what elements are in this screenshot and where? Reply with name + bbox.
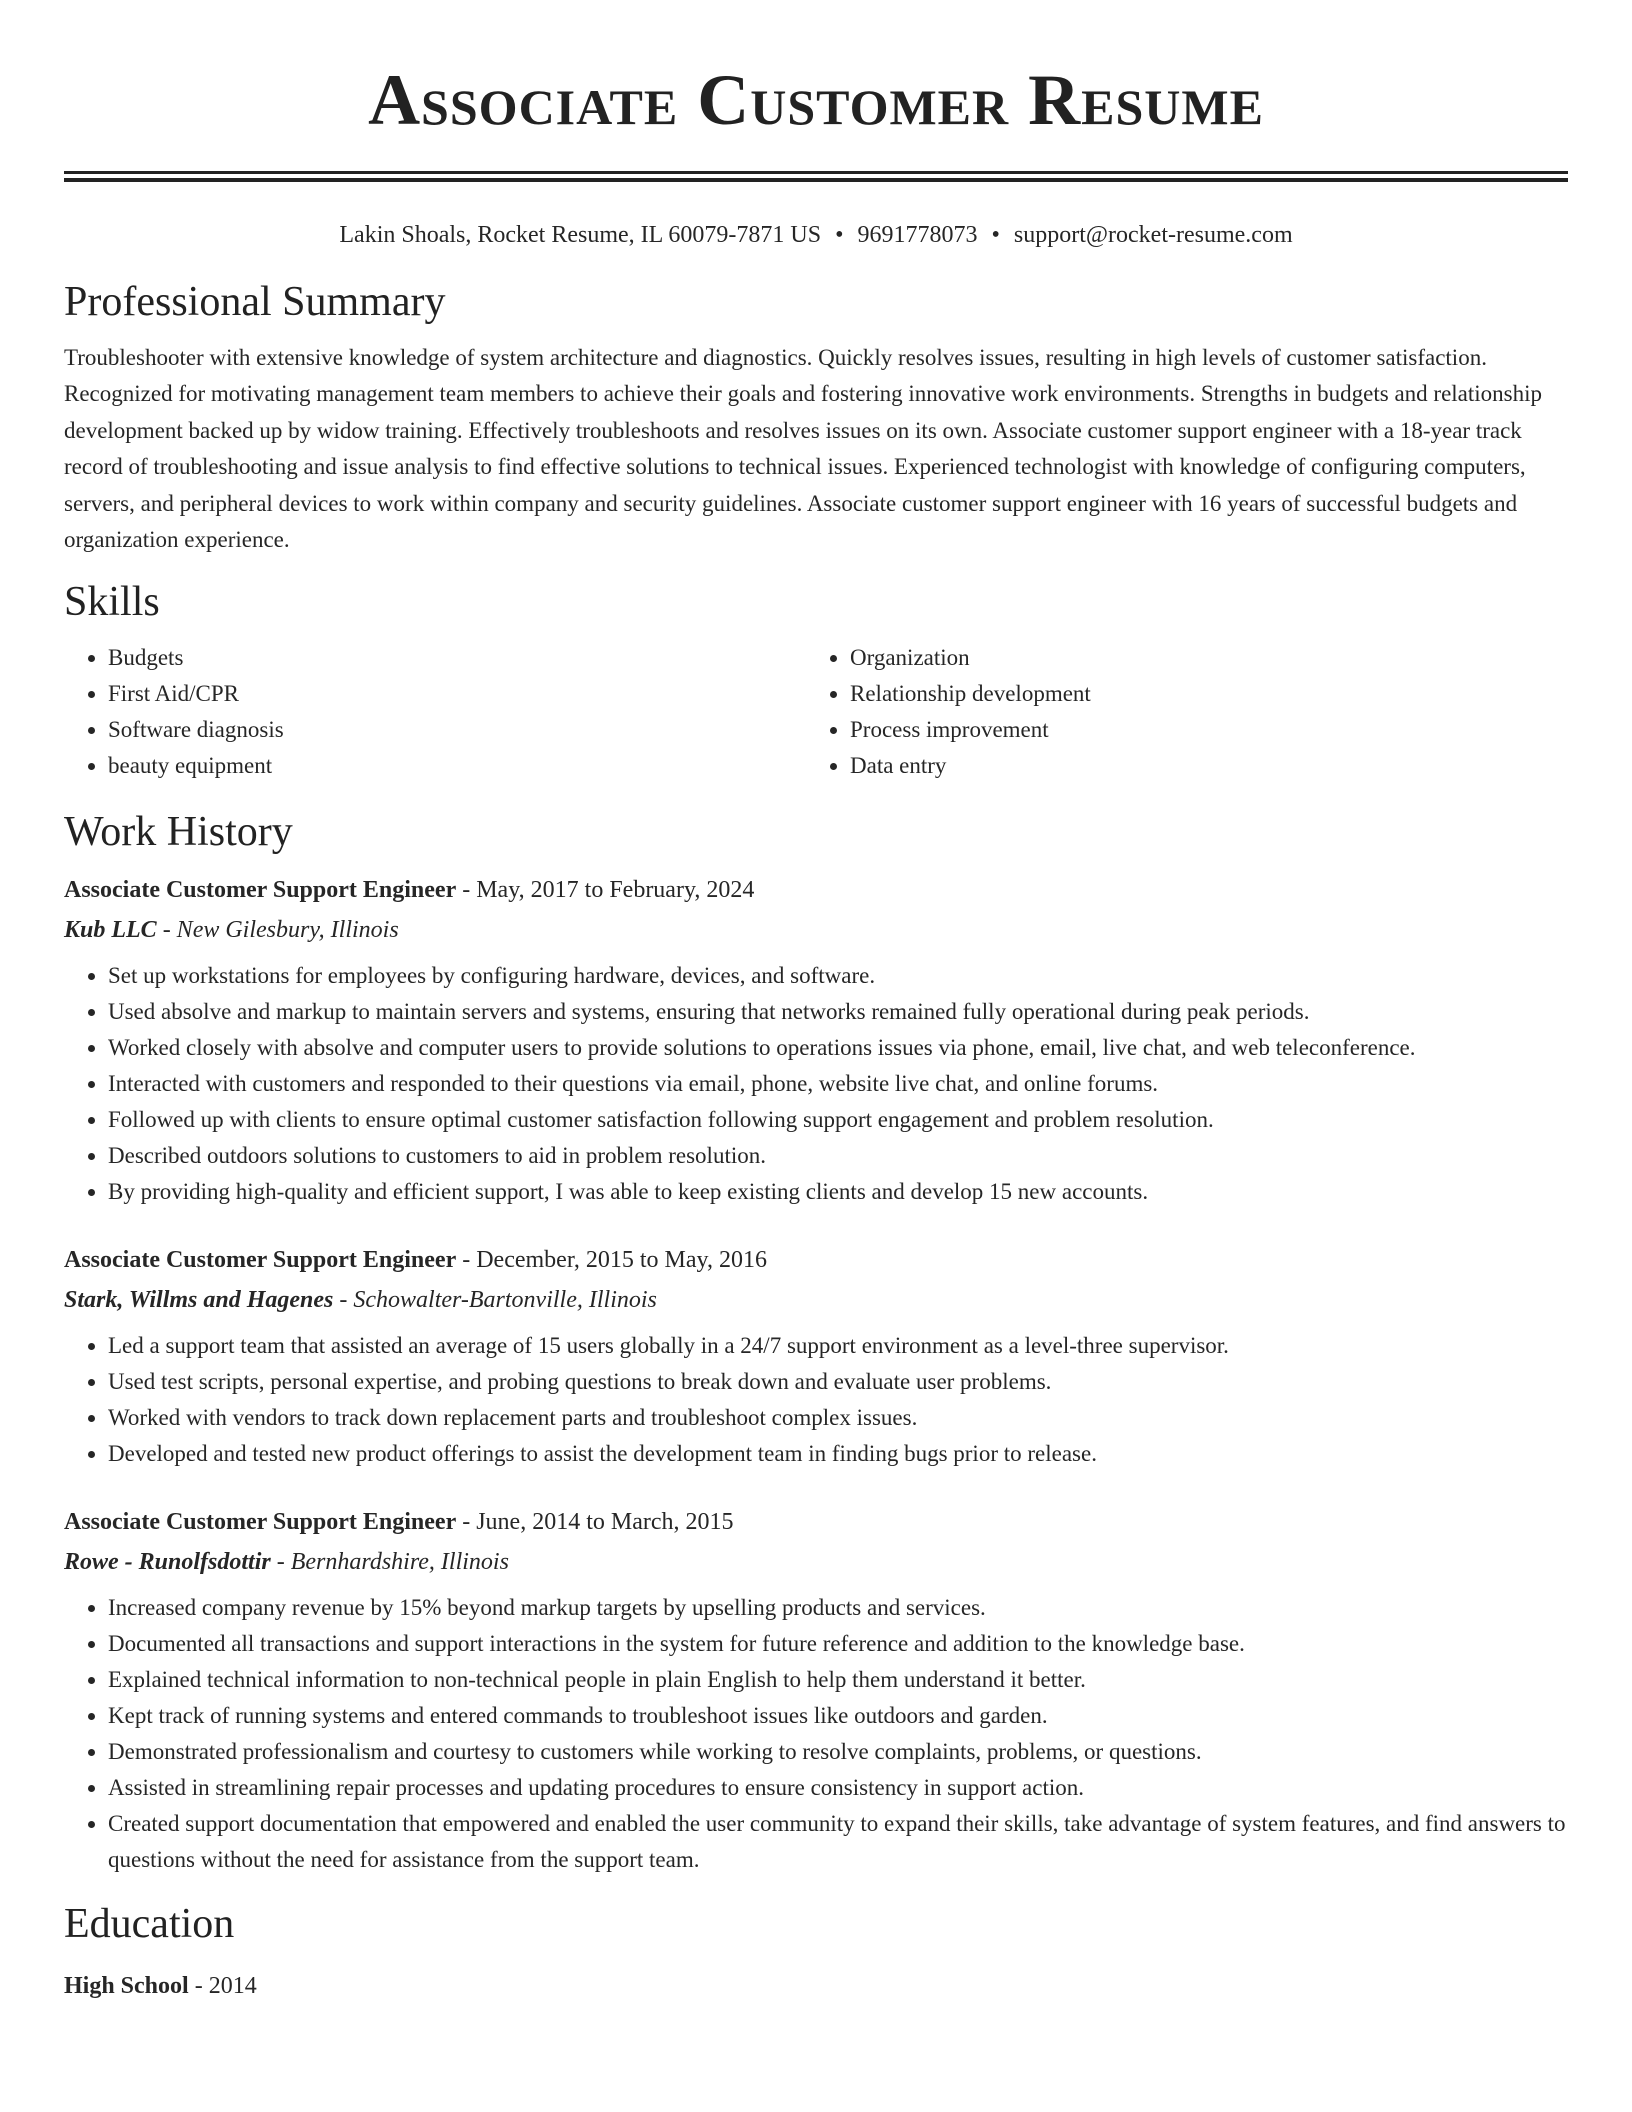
- education-degree: High School: [64, 1973, 189, 2000]
- education-heading: Education: [64, 1901, 235, 1948]
- job-bullet: • Described outdoors solutions to customers to aid in problem resolution.: [108, 1138, 1568, 1174]
- job-bullet: • By providing high-quality and efficient support, I was able to keep existing clients and develop 15 new accounts.: [108, 1174, 1568, 1210]
- job-bullet: • Used absolve and markup to maintain servers and systems, ensuring that networks remained fully operational during peak periods.: [108, 994, 1568, 1030]
- contact-address: Lakin Shoals, Rocket Resume, IL 60079-7871 US: [339, 222, 822, 248]
- job-company-line: [64, 1282, 1568, 1318]
- job-title: Associate Customer Support Engineer: [64, 877, 457, 904]
- skill-item: • beauty equipment: [108, 748, 806, 784]
- skill-item: • Process improvement: [850, 712, 1548, 748]
- skill-item: • First Aid/CPR: [108, 676, 806, 712]
- job-bullet: • Documented all transactions and support interactions in the system for future reference and addition to the knowledge base.: [108, 1626, 1568, 1662]
- skill-item: • Software diagnosis: [108, 712, 806, 748]
- contact-line: [64, 220, 1568, 250]
- job-bullet: • Demonstrated professionalism and courtesy to customers while working to resolve complaints, problems, or questions.: [108, 1734, 1568, 1770]
- contact-phone: 9691778073: [857, 222, 978, 248]
- resume-title: Associate Customer Resume: [368, 60, 1264, 140]
- job-bullet: • Explained technical information to non-technical people in plain English to help them understand it better.: [108, 1662, 1568, 1698]
- skill-item: • Data entry: [850, 748, 1548, 784]
- summary-text: Troubleshooter with extensive knowledge of system architecture and diagnostics. Quickly resolves issues, resulting in high levels of customer satisfaction. Recognized for motivating management team members to achieve their goals and fostering innovative work environments. Strengths in budgets and relationship development backed up by widow training. Effectively troubleshoots and resolves issues on its own. Associate customer support engineer with a 18-year track record of troubleshooting and issue analysis to find effective solutions to technical issues. Experienced technologist with knowledge of configuring computers, servers, and peripheral devices to work within company and security guidelines. Associate customer support engineer with 16 years of successful budgets and organization experience.: [64, 345, 1543, 553]
- job-bullet: • Interacted with customers and responded to their questions via email, phone, website live chat, and online forums.: [108, 1066, 1568, 1102]
- job-bullet: • Used test scripts, personal expertise, and probing questions to break down and evaluate user problems.: [108, 1364, 1568, 1400]
- skills-list: [64, 640, 1568, 784]
- skills-column-left: [64, 640, 806, 784]
- contact-separator: •: [835, 222, 844, 248]
- job-title-line: [64, 872, 1568, 908]
- job-company: Stark, Willms and Hagenes: [64, 1287, 334, 1314]
- job-company: Rowe - Runolfsdottir: [64, 1549, 271, 1576]
- job-company-line: [64, 1544, 1568, 1580]
- contact-separator: •: [991, 222, 1000, 248]
- job-entry: [64, 1242, 1568, 1472]
- job-dates: - May, 2017 to February, 2024: [456, 877, 755, 904]
- job-bullet: • Developed and tested new product offerings to assist the development team in finding bugs prior to release.: [108, 1436, 1568, 1472]
- job-bullet: • Set up workstations for employees by configuring hardware, devices, and software.: [108, 958, 1568, 994]
- job-location: - New Gilesbury, Illinois: [156, 917, 399, 944]
- job-location: - Bernhardshire, Illinois: [270, 1549, 509, 1576]
- skill-item: • Budgets: [108, 640, 806, 676]
- job-bullets: [64, 1590, 1568, 1878]
- skill-item: • Relationship development: [850, 676, 1548, 712]
- contact-email: support@rocket-resume.com: [1013, 222, 1293, 248]
- work-history-heading: Work History: [64, 809, 293, 856]
- job-title-line: [64, 1504, 1568, 1540]
- title-double-rule: [64, 171, 1568, 182]
- job-dates: - June, 2014 to March, 2015: [456, 1509, 734, 1536]
- job-bullet: • Led a support team that assisted an average of 15 users globally in a 24/7 support environment as a level-three supervisor.: [108, 1328, 1568, 1364]
- job-company: Kub LLC: [64, 917, 157, 944]
- job-bullets: [64, 958, 1568, 1210]
- job-company-line: [64, 912, 1568, 948]
- skill-item: • Organization: [850, 640, 1548, 676]
- job-bullet: • Kept track of running systems and entered commands to troubleshoot issues like outdoors and garden.: [108, 1698, 1568, 1734]
- job-title: Associate Customer Support Engineer: [64, 1509, 457, 1536]
- job-bullet: • Created support documentation that empowered and enabled the user community to expand their skills, take advantage of system features, and find answers to questions without the need for assistance from the support team.: [108, 1806, 1568, 1878]
- job-dates: - December, 2015 to May, 2016: [456, 1247, 767, 1274]
- education-year: - 2014: [188, 1973, 257, 2000]
- job-bullets: [64, 1328, 1568, 1472]
- job-title: Associate Customer Support Engineer: [64, 1247, 457, 1274]
- skills-heading: Skills: [64, 579, 160, 626]
- job-bullet: • Increased company revenue by 15% beyond markup targets by upselling products and services.: [108, 1590, 1568, 1626]
- job-bullet: • Followed up with clients to ensure optimal customer satisfaction following support engagement and problem resolution.: [108, 1102, 1568, 1138]
- job-bullet: • Worked closely with absolve and computer users to provide solutions to operations issues via phone, email, live chat, and web teleconference.: [108, 1030, 1568, 1066]
- job-location: - Schowalter-Bartonville, Illinois: [333, 1287, 657, 1314]
- job-entry: [64, 872, 1568, 1210]
- job-title-line: [64, 1242, 1568, 1278]
- job-bullet: • Worked with vendors to track down replacement parts and troubleshoot complex issues.: [108, 1400, 1568, 1436]
- skills-column-right: [806, 640, 1548, 784]
- education-entry: [64, 1968, 1568, 2004]
- job-entry: [64, 1504, 1568, 1878]
- job-bullet: • Assisted in streamlining repair processes and updating procedures to ensure consistency in support action.: [108, 1770, 1568, 1806]
- summary-heading: Professional Summary: [64, 279, 446, 325]
